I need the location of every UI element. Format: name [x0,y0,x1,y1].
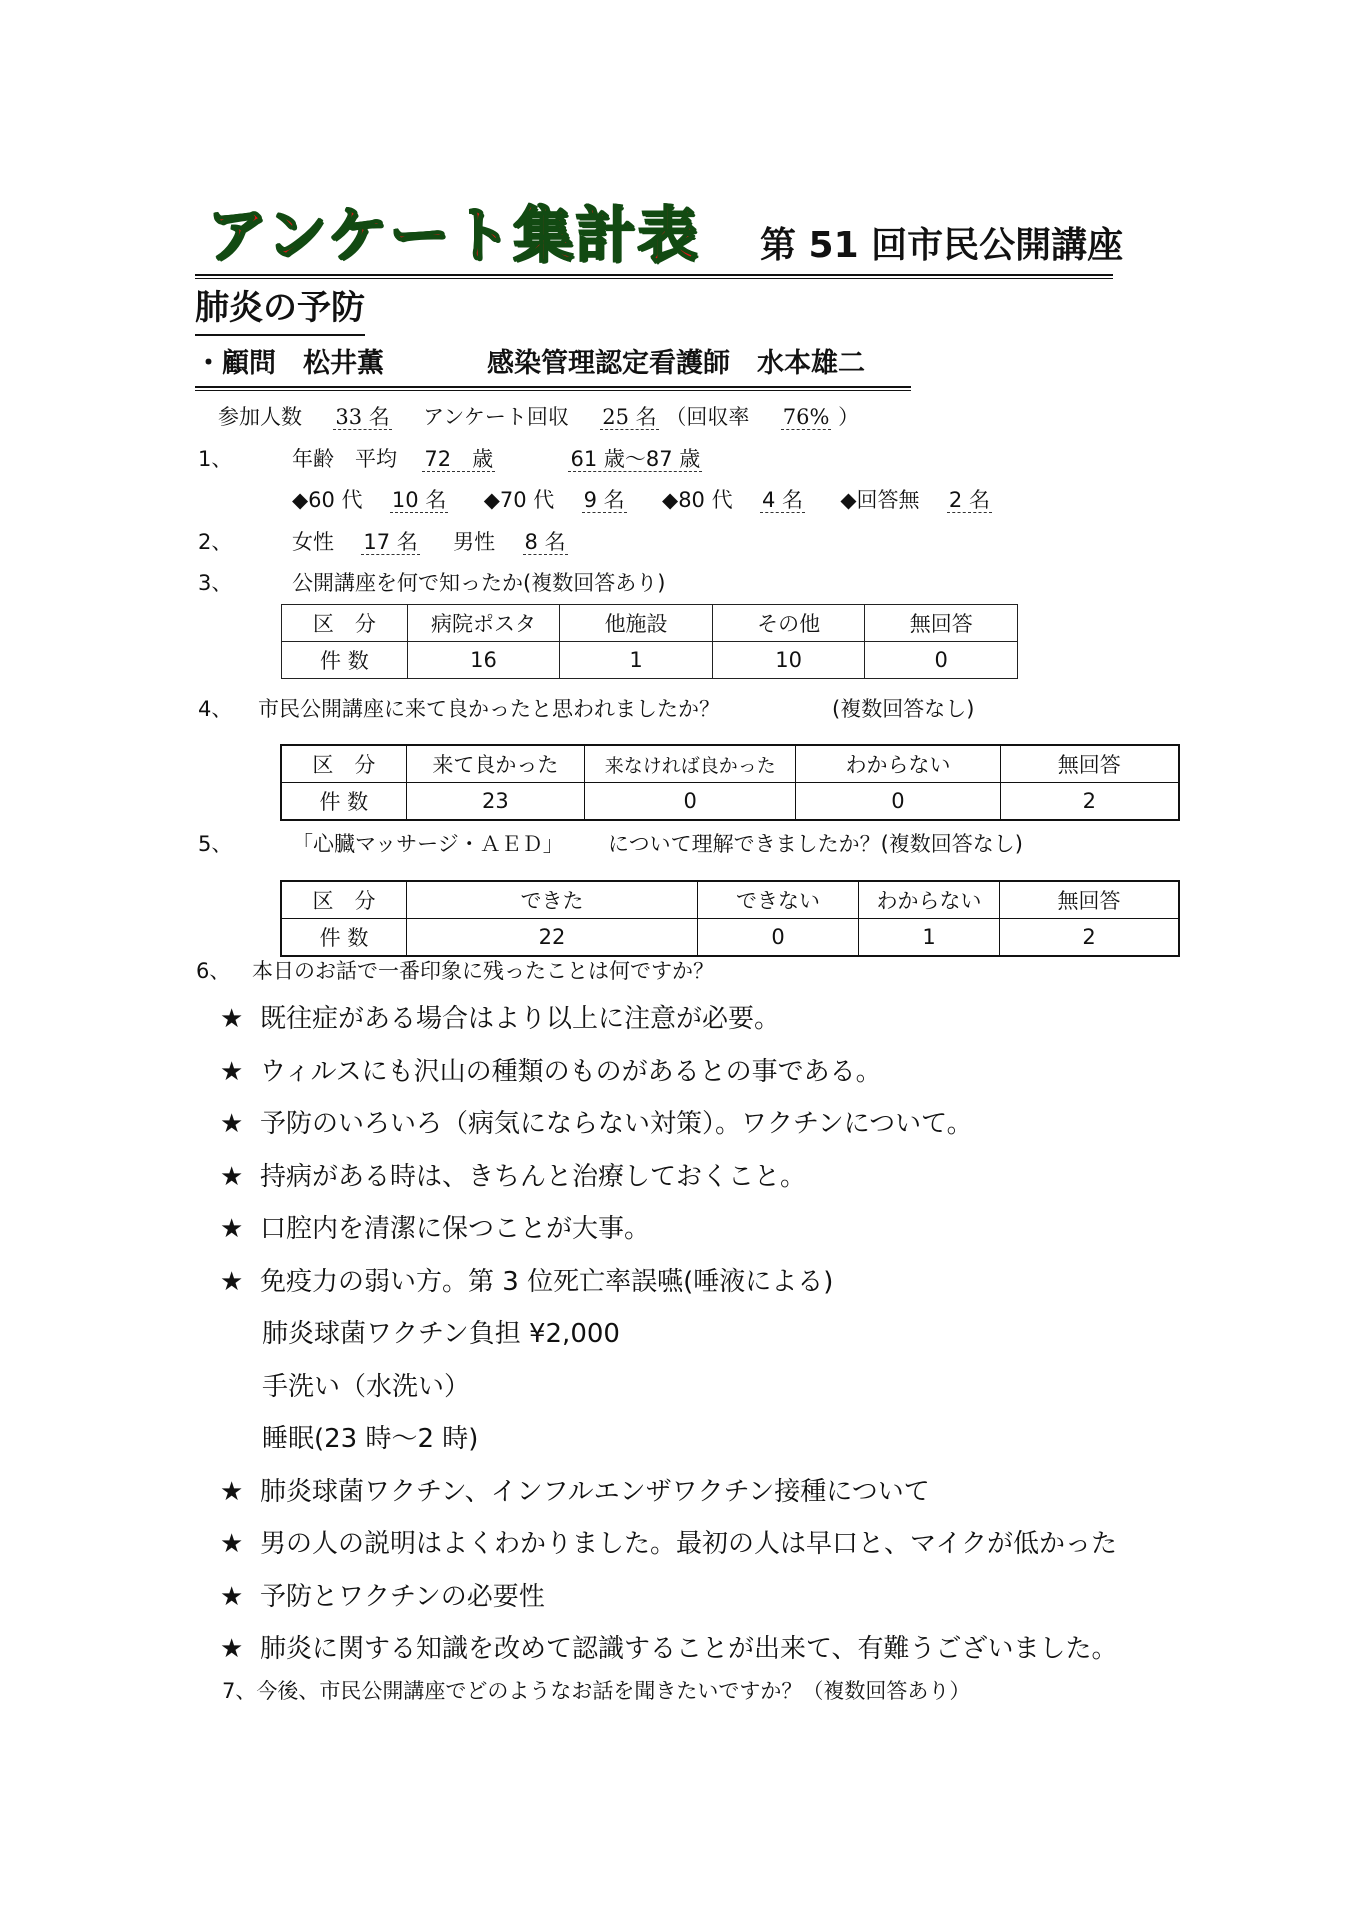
comment-text: 持病がある時は、きちんと治療しておくこと。 [260,1162,807,1192]
q4-header-category: 区 分 [281,745,406,783]
list-item [220,1158,806,1196]
participants-label: 参加人数 [218,405,302,429]
q3-value-no-answer: 0 [865,642,1018,679]
star-icon: ★ [220,1057,244,1087]
male-label: 男性 [453,530,496,554]
q3-value-other: 10 [712,642,865,679]
speakers-underline [195,386,911,388]
comment-text: 手洗い（水洗い） [262,1372,471,1402]
list-item [220,1630,1117,1668]
q2-number: 2、 [198,530,233,554]
q1-average: 72 歳 [424,447,494,471]
q5-header-understood: できた [407,881,698,919]
star-icon: ★ [220,1004,244,1034]
q3-header-poster: 病院ポスタ [407,605,560,642]
speakers-line [195,344,911,390]
list-item [220,1053,882,1091]
female-value: 17 名 [363,530,418,554]
male-value: 8 名 [524,530,566,554]
q5-value-not-understood: 0 [698,919,859,957]
list-item [220,1473,930,1511]
comment-text: 予防とワクチンの必要性 [260,1582,545,1612]
lecture-subject: 肺炎の予防 [195,284,365,336]
comment-text: ウィルスにも沢山の種類のものがあるとの事である。 [260,1057,882,1087]
q1-age-line [292,444,702,474]
q4-question: 市民公開講座に来て良かったと思われましたか？ [258,697,720,721]
age-none-label: ◆回答無 [840,488,920,512]
star-icon: ★ [220,1477,244,1507]
list-item [262,1368,470,1406]
star-icon: ★ [220,1634,244,1664]
q5-row-label: 件 数 [281,919,407,957]
q4-header-unsure: わからない [796,745,1000,783]
list-item [220,1578,545,1616]
q4-value-no-answer: 2 [1000,783,1179,821]
list-item [262,1420,478,1458]
list-item [220,1000,780,1038]
q5-header-not-understood: できない [698,881,859,919]
title-underline [195,274,1113,276]
q4-header-glad: 来て良かった [406,745,584,783]
collected-label: アンケート回収 [423,405,569,429]
advisor-name: ・顧問 松井薫 [195,348,384,379]
comment-text: 口腔内を清潔に保つことが大事。 [260,1214,651,1244]
star-icon: ★ [220,1214,244,1244]
comment-text: 肺炎球菌ワクチン負担 ¥2,000 [262,1319,620,1349]
comment-text: 肺炎球菌ワクチン、インフルエンザワクチン接種について [260,1477,930,1507]
list-item [220,1210,650,1248]
q4-number: 4、 [198,697,233,721]
q3-row-label: 件 数 [282,642,408,679]
age-none-value: 2 名 [948,488,990,512]
survey-title: アンケート集計表 [207,201,700,271]
q7-question: 7、今後、市民公開講座でどのようなお話を聞きたいですか？（複数回答あり） [222,1679,971,1703]
q4-table [280,744,1180,821]
q2-gender-line [292,527,568,557]
q3-question: 公開講座を何で知ったか(複数回答あり) [292,571,666,595]
table-row [281,745,1179,783]
table-row [282,605,1018,642]
q3-header-other-facility: 他施設 [560,605,713,642]
table-row [281,919,1179,957]
speaker-name: 感染管理認定看護師 水本雄二 [487,348,865,379]
q1-range: 61 歳～87 歳 [570,447,701,471]
q5-number: 5、 [198,832,233,856]
q3-table [281,604,1018,679]
q4-value-regret: 0 [585,783,796,821]
table-row [282,642,1018,679]
comment-text: 予防のいろいろ（病気にならない対策）。ワクチンについて。 [260,1109,973,1139]
q5-header-unsure: わからない [859,881,1000,919]
q1-number: 1、 [198,447,233,471]
q3-value-poster: 16 [407,642,560,679]
age-70s-value: 9 名 [583,488,625,512]
age-60s-value: 10 名 [391,488,447,512]
participants-value: 33 名 [335,405,390,429]
collected-value: 25 名 [602,405,657,429]
q5-table [280,880,1180,957]
star-icon: ★ [220,1162,244,1192]
q4-header-no-answer: 無回答 [1000,745,1179,783]
star-icon: ★ [220,1267,244,1297]
age-60s-label: ◆60 代 [292,488,363,512]
list-item [220,1263,833,1301]
comment-text: 男の人の説明はよくわかりました。最初の人は早口と、マイクが低かった [260,1529,1117,1559]
q5-question-rest: について理解できましたか？(複数回答なし) [608,832,1023,856]
list-item [220,1105,973,1143]
comment-text: 睡眠(23 時～2 時) [262,1424,479,1454]
title-block [195,200,1124,280]
star-icon: ★ [220,1582,244,1612]
q6-question: 本日のお話で一番印象に残ったことは何ですか？ [252,959,714,983]
star-icon: ★ [220,1109,244,1139]
q4-note: (複数回答なし) [832,697,975,721]
age-80s-label: ◆80 代 [662,488,733,512]
q3-number: 3、 [198,571,233,595]
table-row [281,881,1179,919]
title-underline-thin [195,278,1113,279]
q3-value-other-facility: 1 [560,642,713,679]
star-icon: ★ [220,1529,244,1559]
q6-number: 6、 [196,959,231,983]
q5-value-understood: 22 [407,919,698,957]
q1-breakdown [292,485,992,515]
q3-header-other: その他 [712,605,865,642]
table-row [281,783,1179,821]
comment-text: 免疫力の弱い方。第 3 位死亡率誤嚥(唾液による) [260,1267,834,1297]
q4-value-unsure: 0 [796,783,1000,821]
q5-header-category: 区 分 [281,881,407,919]
q5-header-no-answer: 無回答 [1000,881,1180,919]
list-item [262,1315,620,1353]
lecture-number: 第 51 回市民公開講座 [760,225,1124,266]
q5-value-unsure: 1 [859,919,1000,957]
summary-line [218,402,859,432]
q4-row-label: 件 数 [281,783,406,821]
speakers-underline-thin [195,390,911,391]
q5-value-no-answer: 2 [1000,919,1180,957]
q4-header-regret: 来なければ良かった [585,745,796,783]
q1-label: 年齢 平均 [292,447,397,471]
comment-text: 既往症がある場合はより以上に注意が必要。 [260,1004,781,1034]
comment-text: 肺炎に関する知識を改めて認識することが出来て、有難うございました。 [260,1634,1118,1664]
rate-value: 76% [782,405,830,429]
q3-header-no-answer: 無回答 [865,605,1018,642]
age-70s-label: ◆70 代 [483,488,555,512]
rate-label: （回収率 [665,405,750,429]
q3-header-category: 区 分 [282,605,408,642]
rate-close: ） [838,405,860,429]
female-label: 女性 [292,530,334,554]
age-80s-value: 4 名 [761,488,804,512]
q4-value-glad: 23 [406,783,584,821]
q5-question: 「心臓マッサージ・ＡＥＤ」 [292,832,564,856]
list-item [220,1525,1117,1563]
